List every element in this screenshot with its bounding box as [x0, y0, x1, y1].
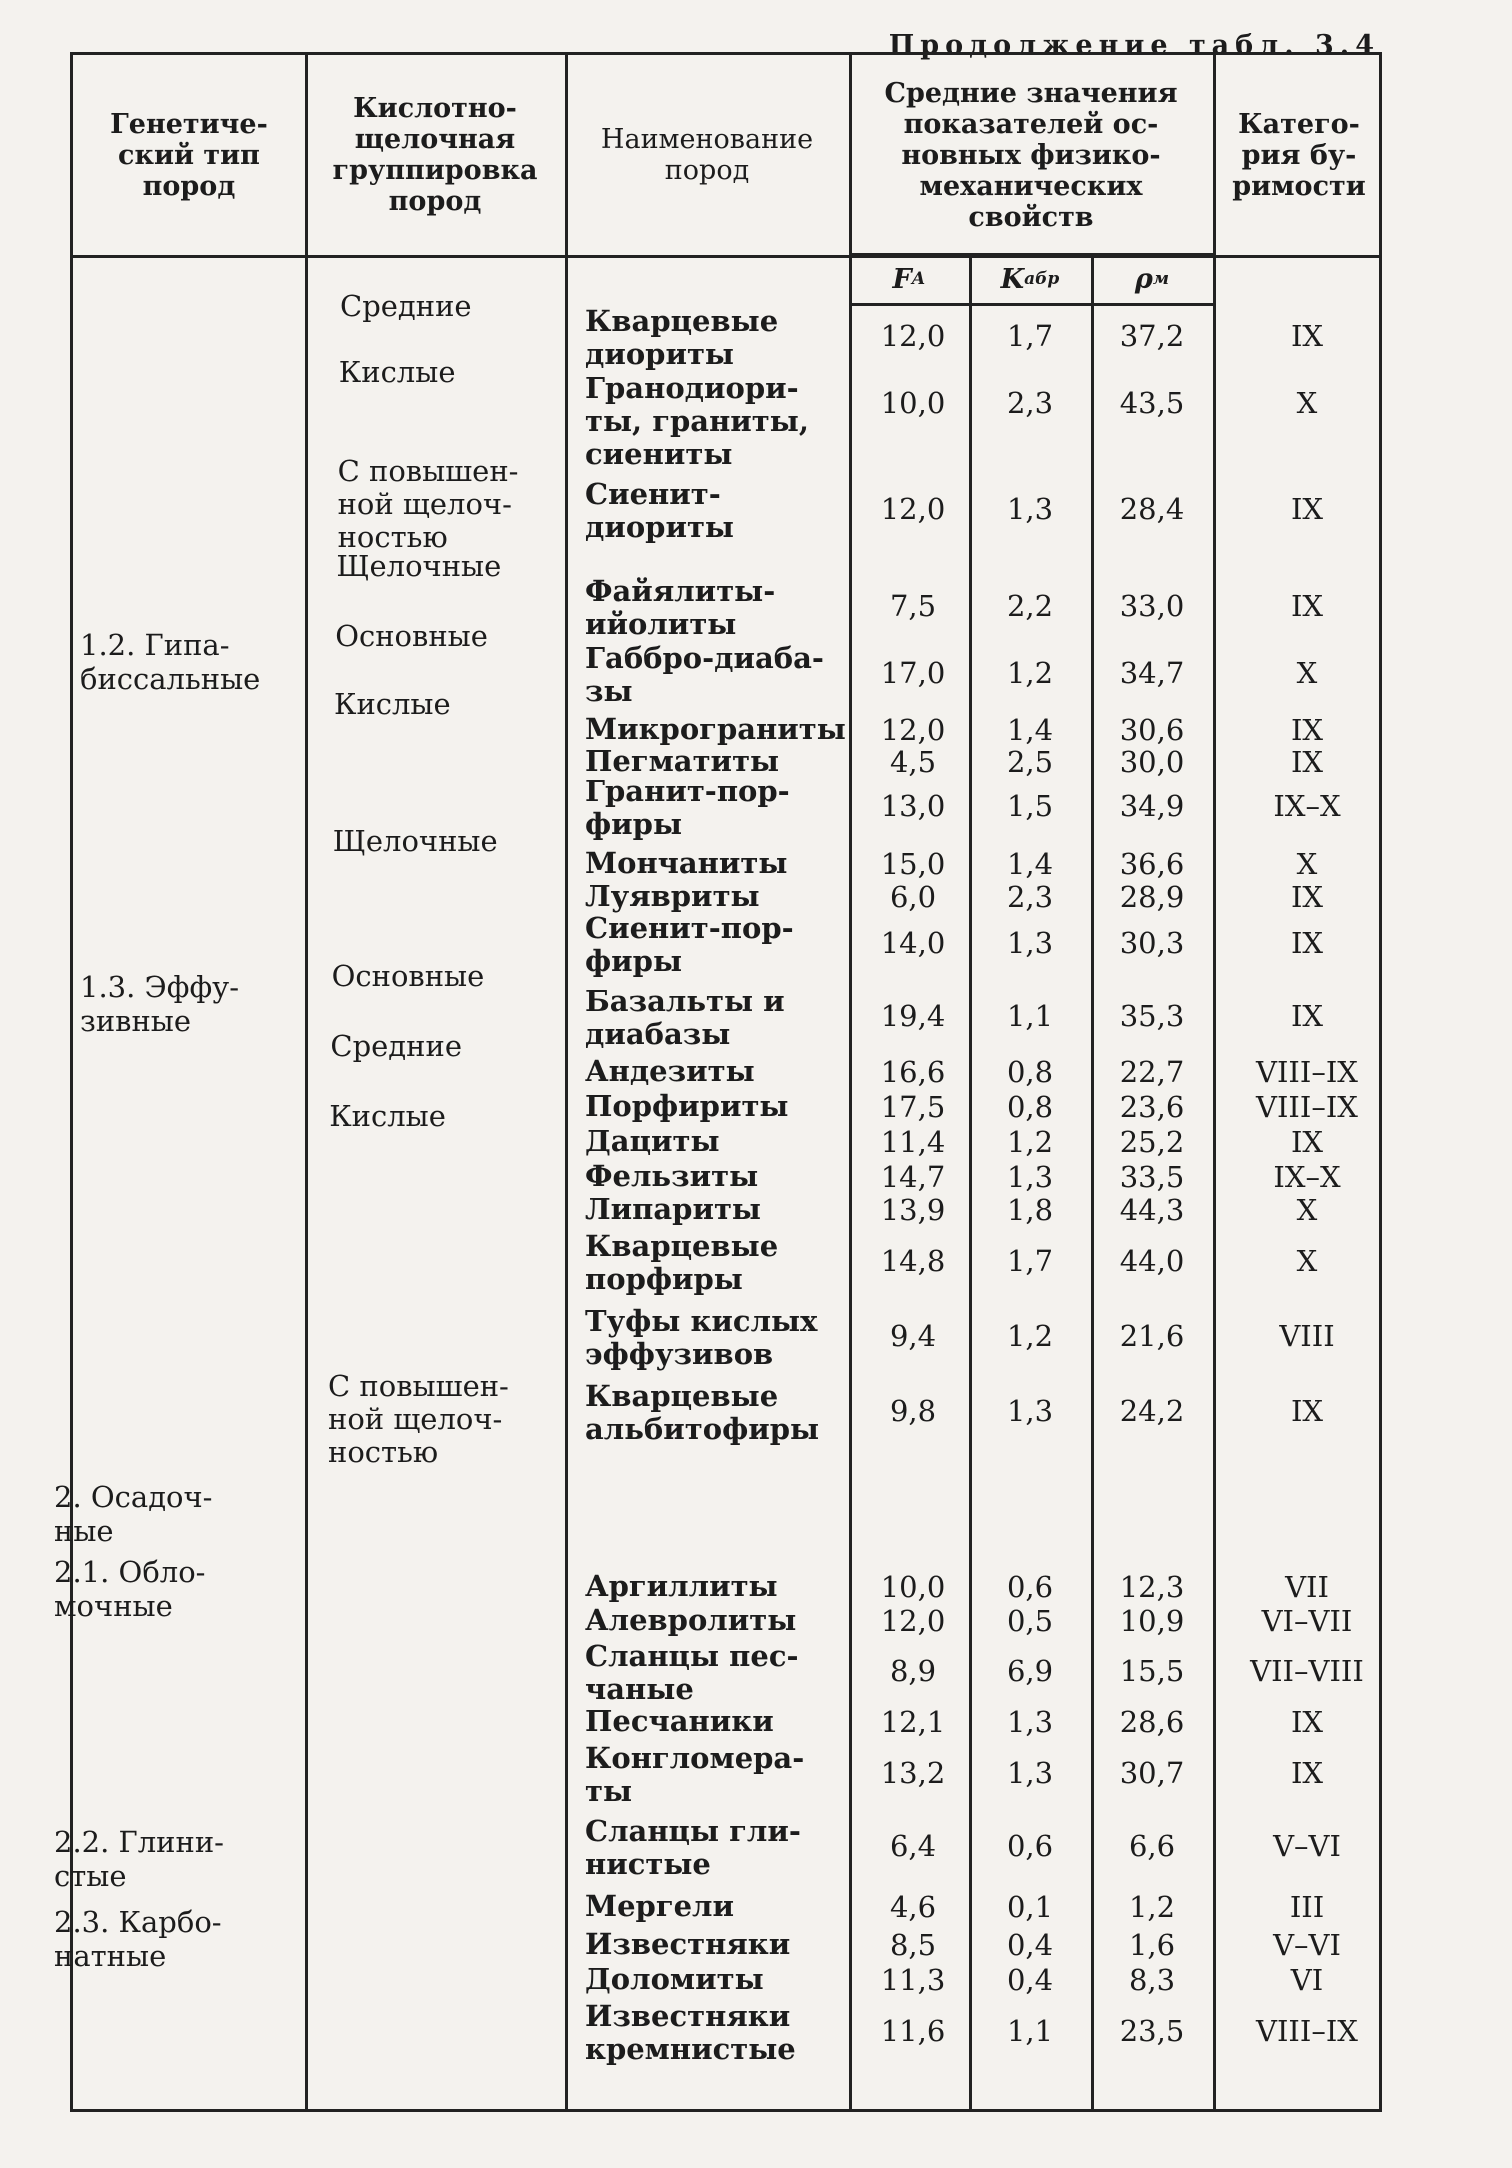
value-kabr: 1,7: [1006, 1244, 1054, 1278]
value-kabr: 1,2: [1006, 1125, 1054, 1159]
acid-group-label: Кислые: [334, 687, 451, 721]
acid-group-label: Средние: [330, 1029, 462, 1063]
value-fa: 4,6: [889, 1890, 937, 1924]
rock-name: Порфириты: [585, 1089, 789, 1123]
value-rho: 34,9: [1119, 789, 1185, 823]
rock-name: Мончаниты: [585, 846, 788, 880]
rock-name: Андезиты: [585, 1054, 755, 1088]
value-kabr: 2,2: [1006, 589, 1054, 623]
rock-name: Файялиты- ийолиты: [585, 574, 776, 641]
value-rho: 21,6: [1119, 1319, 1185, 1353]
value-rho: 34,7: [1119, 656, 1185, 690]
acid-group-label: Средние: [340, 289, 472, 323]
value-fa: 9,4: [889, 1319, 937, 1353]
rock-name: Липариты: [585, 1192, 761, 1226]
value-kabr: 2,3: [1006, 386, 1054, 420]
value-rho: 28,4: [1119, 492, 1185, 526]
value-rho: 35,3: [1119, 999, 1185, 1033]
drillability-category: IX: [1290, 1756, 1324, 1790]
rock-name: Известняки: [585, 1927, 791, 1961]
value-fa: 14,7: [880, 1160, 946, 1194]
value-rho: 23,6: [1119, 1090, 1185, 1124]
value-fa: 12,0: [880, 319, 946, 353]
genetic-type-label: 1.3. Эффу- зивные: [80, 970, 240, 1038]
rock-name: Туфы кислых эффузивов: [585, 1304, 818, 1371]
drillability-category: X: [1296, 386, 1318, 420]
drillability-category: IX: [1290, 492, 1324, 526]
acid-group-label: С повышен- ной щелоч- ностью: [337, 454, 519, 554]
value-fa: 11,6: [880, 2014, 946, 2048]
rock-name: Микрограниты: [585, 712, 846, 746]
rock-name: Сланцы пес- чаные: [585, 1639, 799, 1706]
value-rho: 28,9: [1119, 880, 1185, 914]
value-fa: 14,0: [880, 926, 946, 960]
drillability-category: IX: [1290, 589, 1324, 623]
drillability-category: IX: [1290, 319, 1324, 353]
rock-name: Дациты: [585, 1124, 720, 1158]
value-fa: 13,0: [880, 789, 946, 823]
column-divider: [305, 55, 308, 2109]
value-rho: 30,7: [1119, 1756, 1185, 1790]
value-kabr: 0,6: [1006, 1570, 1054, 1604]
value-fa: 15,0: [880, 847, 946, 881]
header-fa: F А: [892, 263, 926, 295]
genetic-type-label: 2.2. Глини- стые: [54, 1825, 224, 1893]
value-fa: 13,2: [880, 1756, 946, 1790]
value-fa: 10,0: [880, 1570, 946, 1604]
value-kabr: 1,3: [1006, 926, 1054, 960]
column-divider: [1213, 55, 1216, 2109]
value-rho: 30,6: [1119, 713, 1185, 747]
rock-name: Аргиллиты: [585, 1569, 778, 1603]
value-kabr: 1,3: [1006, 1756, 1054, 1790]
value-kabr: 1,5: [1006, 789, 1054, 823]
drillability-category: IX: [1290, 745, 1324, 779]
drillability-category: IX: [1290, 713, 1324, 747]
rock-name: Кварцевые порфиры: [585, 1229, 779, 1296]
value-rho: 33,5: [1119, 1160, 1185, 1194]
drillability-category: X: [1296, 656, 1318, 690]
value-fa: 8,5: [889, 1928, 937, 1962]
value-fa: 9,8: [889, 1394, 937, 1428]
value-kabr: 0,6: [1006, 1829, 1054, 1863]
drillability-category: VI: [1290, 1963, 1324, 1997]
value-kabr: 1,8: [1006, 1193, 1054, 1227]
drillability-category: IX–X: [1273, 789, 1341, 823]
rock-name: Луявриты: [585, 879, 760, 913]
value-kabr: 0,4: [1006, 1928, 1054, 1962]
value-fa: 17,0: [880, 656, 946, 690]
drillability-category: X: [1296, 1244, 1318, 1278]
rock-name: Известняки кремнистые: [585, 1999, 796, 2066]
value-rho: 10,9: [1119, 1604, 1185, 1638]
drillability-category: VIII–IX: [1256, 1090, 1358, 1124]
drillability-category: IX: [1290, 999, 1324, 1033]
acid-group-label: С повышен- ной щелоч- ностью: [328, 1369, 509, 1469]
value-kabr: 1,1: [1006, 999, 1054, 1033]
value-fa: 6,4: [889, 1829, 937, 1863]
value-rho: 15,5: [1119, 1654, 1185, 1688]
value-fa: 4,5: [889, 745, 937, 779]
genetic-type-label: 2.3. Карбо- натные: [54, 1905, 222, 1973]
value-rho: 22,7: [1119, 1055, 1185, 1089]
value-kabr: 1,3: [1006, 1160, 1054, 1194]
drillability-category: X: [1296, 1193, 1318, 1227]
value-fa: 12,0: [880, 1604, 946, 1638]
value-rho: 23,5: [1119, 2014, 1185, 2048]
value-kabr: 0,8: [1006, 1055, 1054, 1089]
value-kabr: 1,1: [1006, 2014, 1054, 2048]
rock-name: Кварцевые альбитофиры: [585, 1379, 820, 1446]
value-fa: 13,9: [880, 1193, 946, 1227]
header-rho: ρ м: [1134, 263, 1170, 295]
drillability-category: VII–VIII: [1250, 1654, 1364, 1688]
value-fa: 11,3: [880, 1963, 946, 1997]
value-rho: 44,0: [1119, 1244, 1185, 1278]
rock-name: Песчаники: [585, 1704, 774, 1738]
value-kabr: 1,7: [1006, 319, 1054, 353]
value-kabr: 6,9: [1006, 1654, 1054, 1688]
acid-group-label: Кислые: [329, 1099, 446, 1133]
value-rho: 12,3: [1119, 1570, 1185, 1604]
rock-name: Сланцы гли- нистые: [585, 1814, 801, 1881]
drillability-category: IX: [1290, 926, 1324, 960]
rock-name: Сиенит-пор- фиры: [585, 911, 794, 978]
value-kabr: 0,4: [1006, 1963, 1054, 1997]
column-divider: [1091, 255, 1094, 2109]
genetic-type-label: 2.1. Обло- мочные: [54, 1555, 206, 1623]
drillability-category: V–VI: [1273, 1829, 1341, 1863]
acid-group-label: Щелочные: [332, 824, 498, 858]
rock-name: Базальты и диабазы: [585, 984, 785, 1051]
value-kabr: 0,1: [1006, 1890, 1054, 1924]
acid-group-label: Основные: [335, 619, 488, 653]
rock-name: Кварцевые диориты: [585, 304, 779, 371]
rock-name: Гранодиори- ты, граниты, сиениты: [585, 371, 809, 471]
rock-name: Пегматиты: [585, 744, 780, 778]
rock-name: Габбро-диаба- зы: [585, 641, 824, 708]
value-kabr: 2,5: [1006, 745, 1054, 779]
value-fa: 14,8: [880, 1244, 946, 1278]
drillability-category: IX: [1290, 1705, 1324, 1739]
header-genetic-type: Генетиче- ский тип пород: [110, 108, 268, 202]
value-kabr: 1,4: [1006, 847, 1054, 881]
drillability-category: III: [1289, 1890, 1325, 1924]
acid-group-label: Кислые: [338, 355, 456, 389]
value-kabr: 1,3: [1006, 1705, 1054, 1739]
drillability-category: IX: [1290, 1125, 1324, 1159]
value-fa: 17,5: [880, 1090, 946, 1124]
rock-name: Алевролиты: [585, 1603, 797, 1637]
column-divider: [565, 55, 568, 2109]
value-fa: 12,1: [880, 1705, 946, 1739]
value-kabr: 1,3: [1006, 1394, 1054, 1428]
value-fa: 10,0: [880, 386, 946, 420]
value-kabr: 1,2: [1006, 1319, 1054, 1353]
value-kabr: 1,2: [1006, 656, 1054, 690]
rock-name: Мергели: [585, 1889, 735, 1923]
value-rho: 1,2: [1128, 1890, 1176, 1924]
value-rho: 30,0: [1119, 745, 1185, 779]
acid-group-label: Щелочные: [336, 549, 502, 583]
value-fa: 8,9: [889, 1654, 937, 1688]
value-rho: 30,3: [1119, 926, 1185, 960]
drillability-category: VIII: [1279, 1319, 1335, 1353]
header-category: Катего- рия бу- римости: [1232, 108, 1366, 202]
rock-name: Доломиты: [585, 1962, 764, 1996]
header-kabr: K абр: [1000, 263, 1060, 295]
value-kabr: 1,4: [1006, 713, 1054, 747]
drillability-category: IX: [1290, 1394, 1324, 1428]
value-fa: 12,0: [880, 492, 946, 526]
value-rho: 36,6: [1119, 847, 1185, 881]
drillability-category: IX: [1290, 880, 1324, 914]
drillability-category: VIII–IX: [1256, 1055, 1358, 1089]
value-rho: 28,6: [1119, 1705, 1185, 1739]
value-rho: 8,3: [1128, 1963, 1176, 1997]
drillability-category: VII: [1285, 1570, 1329, 1604]
value-rho: 6,6: [1128, 1829, 1176, 1863]
drillability-category: V–VI: [1273, 1928, 1341, 1962]
value-rho: 24,2: [1119, 1394, 1185, 1428]
value-fa: 7,5: [889, 589, 937, 623]
value-fa: 11,4: [880, 1125, 946, 1159]
value-rho: 37,2: [1119, 319, 1185, 353]
genetic-type-label: 2. Осадоч- ные: [54, 1480, 213, 1548]
value-fa: 6,0: [889, 880, 937, 914]
column-divider: [969, 255, 972, 2109]
value-kabr: 1,3: [1006, 492, 1054, 526]
rock-name: Конгломера- ты: [585, 1741, 805, 1808]
drillability-category: IX–X: [1273, 1160, 1341, 1194]
header-name: Наименование пород: [600, 124, 814, 186]
acid-group-label: Основные: [331, 959, 485, 993]
drillability-category: X: [1296, 847, 1318, 881]
drillability-category: VIII–IX: [1256, 2014, 1358, 2048]
genetic-type-label: 1.2. Гипа- биссальные: [80, 628, 261, 696]
rock-name: Сиенит- диориты: [585, 477, 735, 544]
drillability-category: VI–VII: [1261, 1604, 1353, 1638]
value-rho: 44,3: [1119, 1193, 1185, 1227]
value-rho: 1,6: [1128, 1928, 1176, 1962]
value-rho: 25,2: [1119, 1125, 1185, 1159]
header-mean-values: Средние значения показателей ос- новных физико- механических свойств: [884, 77, 1178, 233]
value-kabr: 0,8: [1006, 1090, 1054, 1124]
value-fa: 16,6: [880, 1055, 946, 1089]
value-fa: 19,4: [880, 999, 946, 1033]
header-acid-group: Кислотно- щелочная группировка пород: [332, 93, 538, 217]
rock-name: Гранит-пор- фиры: [585, 774, 790, 841]
value-kabr: 2,3: [1006, 880, 1054, 914]
value-fa: 12,0: [880, 713, 946, 747]
value-rho: 33,0: [1119, 589, 1185, 623]
value-kabr: 0,5: [1006, 1604, 1054, 1638]
table-caption: Продолжение табл. 3.4: [888, 30, 1380, 61]
value-rho: 43,5: [1119, 386, 1185, 420]
rock-name: Фельзиты: [585, 1159, 759, 1193]
